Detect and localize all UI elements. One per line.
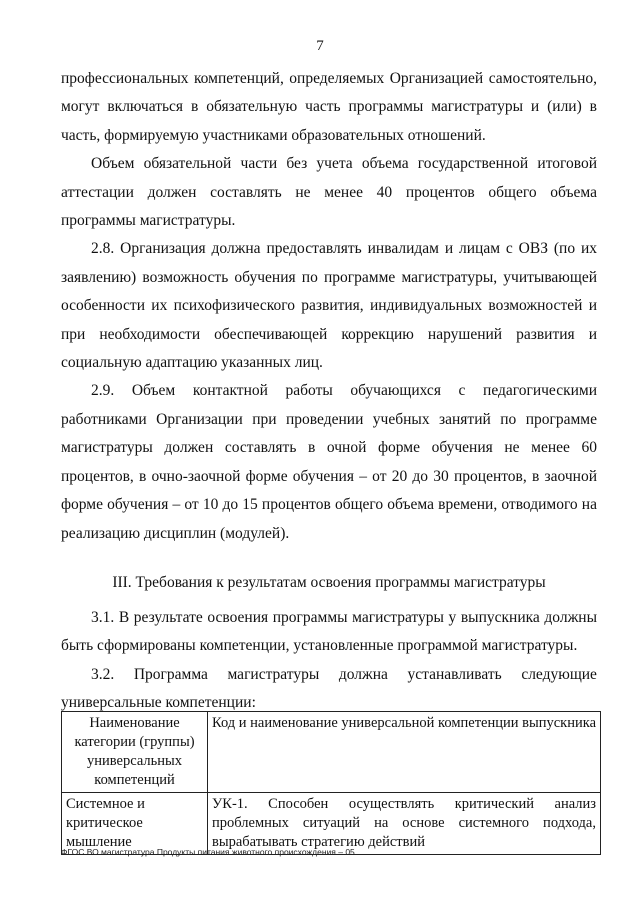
paragraph-2-9: 2.9. Объем контактной работы обучающихся с педагогическими работниками Организации при проведении учебных занятий по программе магистратуры должен составлять в очной форме обучения не менее 60 процентов, в очно-заочной форме обучения – от 20 до 30 процентов, в заочной форме обучения – от 10 до 15 процентов общего объема времени, отводимого на реализацию дисциплин (модулей). [61, 382, 597, 542]
table-header-row [62, 712, 601, 793]
word: Программа [133, 665, 208, 683]
page-footer: ФГОС ВО магистратура Продукты питания животного происхождения – 05 [61, 847, 355, 857]
table-header-code: Код и наименование универсальной компетенции выпускника [208, 712, 601, 793]
word: магистратуры [227, 665, 320, 683]
table-header-category: Наименование категории (группы) универсальных компетенций [62, 712, 208, 793]
section-title: III. Требования к результатам освоения программы магистратуры [112, 574, 546, 591]
body-text [61, 65, 597, 548]
table-cell-competence: УК-1. Способен осуществлять критический анализ проблемных ситуаций на основе системного подхода, вырабатывать стратегию действий [208, 793, 601, 855]
paragraph-3-2-end: универсальные компетенции: [61, 694, 256, 712]
paragraph-2-8: 2.8. Организация должна предоставлять инвалидам и лицам с ОВЗ (по их заявлению) возможность обучения по программе магистратуры, учитывающей особенности их психофизического развития, индивидуальных возможностей и при необходимости обеспечивающей коррекцию нарушений развития и социальную адаптацию указанных лиц. [61, 240, 597, 372]
word: должна [338, 665, 388, 683]
paragraph: Объем обязательной части без учета объема государственной итоговой аттестации должен составлять не менее 40 процентов общего объема программы магистратуры. [61, 155, 597, 230]
body-text-section-3 [61, 604, 597, 718]
table-row [62, 793, 601, 855]
word: следующие [521, 665, 597, 683]
competencies-table [61, 711, 601, 855]
paragraph-3-2-line [61, 661, 597, 689]
word: устанавливать [407, 665, 502, 683]
paragraph: профессиональных компетенций, определяемых Организацией самостоятельно, могут включаться в обязательную часть программы магистратуры и (или) в часть, формируемую участниками образовательных отношений. [61, 70, 597, 144]
page-number: 7 [316, 38, 324, 54]
table-cell-category: Системное и критическое мышление [62, 793, 208, 855]
word: 3.2. [91, 665, 115, 683]
paragraph-3-1: 3.1. В результате освоения программы магистратуры у выпускника должны быть сформированы компетенции, установленные программой магистратуры. [61, 609, 597, 655]
